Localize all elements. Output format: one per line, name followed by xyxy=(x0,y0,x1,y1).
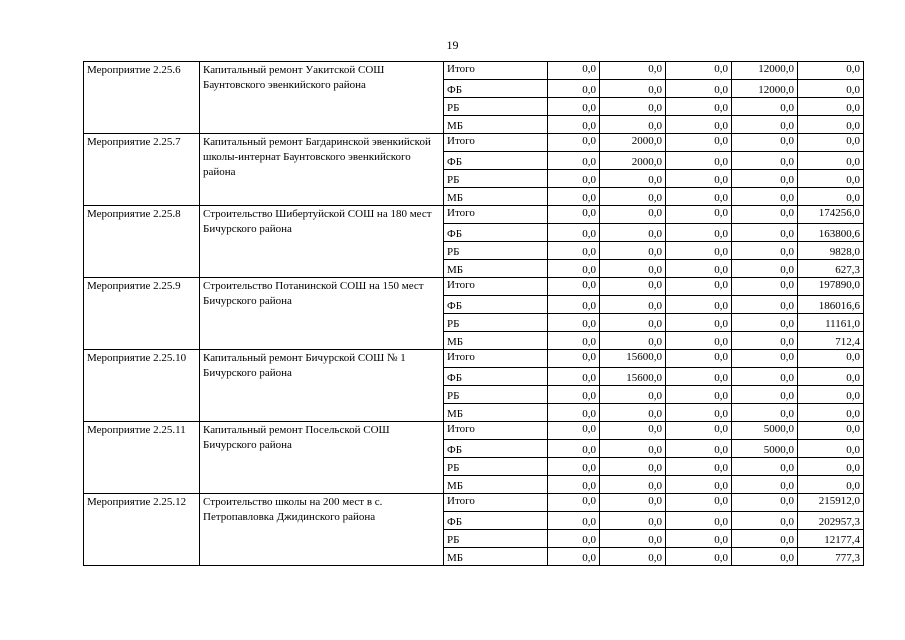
funding-value: 202957,3 xyxy=(798,512,864,530)
funding-value: 0,0 xyxy=(798,368,864,386)
funding-value: 0,0 xyxy=(548,278,600,296)
funding-value: 0,0 xyxy=(548,404,600,422)
funding-value: 0,0 xyxy=(732,368,798,386)
funding-value: 0,0 xyxy=(798,188,864,206)
funding-value: 0,0 xyxy=(666,152,732,170)
funding-value: 627,3 xyxy=(798,260,864,278)
table-row xyxy=(84,422,864,440)
funding-value: 712,4 xyxy=(798,332,864,350)
funding-value: 0,0 xyxy=(600,224,666,242)
funding-value: 0,0 xyxy=(600,314,666,332)
funding-source: МБ xyxy=(444,548,548,566)
funding-value: 0,0 xyxy=(732,476,798,494)
funding-source: Итого xyxy=(444,134,548,152)
funding-value: 0,0 xyxy=(548,98,600,116)
funding-value: 0,0 xyxy=(732,512,798,530)
funding-value: 2000,0 xyxy=(600,134,666,152)
funding-value: 0,0 xyxy=(666,404,732,422)
funding-value: 0,0 xyxy=(548,476,600,494)
table-body xyxy=(84,62,864,566)
funding-value: 0,0 xyxy=(600,296,666,314)
funding-value: 186016,6 xyxy=(798,296,864,314)
funding-source: ФБ xyxy=(444,80,548,98)
funding-value: 0,0 xyxy=(666,440,732,458)
measure-description: Строительство Потанинской СОШ на 150 мест Бичурского района xyxy=(200,278,444,350)
funding-value: 0,0 xyxy=(798,476,864,494)
funding-value: 0,0 xyxy=(600,170,666,188)
funding-value: 0,0 xyxy=(600,512,666,530)
funding-value: 0,0 xyxy=(798,134,864,152)
funding-value: 0,0 xyxy=(798,458,864,476)
funding-value: 0,0 xyxy=(600,242,666,260)
funding-source: РБ xyxy=(444,242,548,260)
measure-code: Мероприятие 2.25.12 xyxy=(84,494,200,566)
funding-value: 0,0 xyxy=(548,368,600,386)
funding-value: 0,0 xyxy=(600,98,666,116)
funding-value: 0,0 xyxy=(732,332,798,350)
funding-source: РБ xyxy=(444,314,548,332)
funding-value: 0,0 xyxy=(798,170,864,188)
funding-source: МБ xyxy=(444,260,548,278)
table-row xyxy=(84,206,864,224)
funding-value: 2000,0 xyxy=(600,152,666,170)
funding-value: 0,0 xyxy=(666,548,732,566)
measure-description: Капитальный ремонт Посельской СОШ Бичурского района xyxy=(200,422,444,494)
funding-value: 0,0 xyxy=(666,278,732,296)
measure-description: Капитальный ремонт Багдаринской эвенкийской школы-интернат Баунтовского эвенкийского района xyxy=(200,134,444,206)
funding-source: РБ xyxy=(444,530,548,548)
funding-value: 0,0 xyxy=(732,548,798,566)
funding-value: 0,0 xyxy=(548,62,600,80)
funding-value: 0,0 xyxy=(732,404,798,422)
funding-value: 0,0 xyxy=(600,422,666,440)
measure-code: Мероприятие 2.25.8 xyxy=(84,206,200,278)
funding-value: 163800,6 xyxy=(798,224,864,242)
funding-value: 0,0 xyxy=(732,134,798,152)
funding-value: 0,0 xyxy=(600,260,666,278)
funding-value: 0,0 xyxy=(666,368,732,386)
funding-value: 0,0 xyxy=(548,206,600,224)
funding-value: 0,0 xyxy=(600,278,666,296)
funding-source: МБ xyxy=(444,332,548,350)
funding-value: 0,0 xyxy=(798,98,864,116)
funding-value: 0,0 xyxy=(666,494,732,512)
funding-source: ФБ xyxy=(444,224,548,242)
funding-value: 174256,0 xyxy=(798,206,864,224)
funding-value: 0,0 xyxy=(798,386,864,404)
funding-source: РБ xyxy=(444,170,548,188)
funding-value: 0,0 xyxy=(548,494,600,512)
funding-value: 0,0 xyxy=(548,116,600,134)
funding-value: 0,0 xyxy=(600,548,666,566)
funding-value: 0,0 xyxy=(732,494,798,512)
funding-value: 0,0 xyxy=(600,332,666,350)
funding-value: 0,0 xyxy=(666,134,732,152)
measure-description: Строительство школы на 200 мест в с. Петропавловка Джидинского района xyxy=(200,494,444,566)
funding-source: ФБ xyxy=(444,512,548,530)
funding-value: 0,0 xyxy=(798,116,864,134)
funding-value: 0,0 xyxy=(732,278,798,296)
funding-source: МБ xyxy=(444,476,548,494)
page-number: 19 xyxy=(446,38,459,52)
funding-value: 0,0 xyxy=(548,458,600,476)
table-row xyxy=(84,134,864,152)
funding-value: 0,0 xyxy=(548,80,600,98)
funding-value: 0,0 xyxy=(666,170,732,188)
measure-description: Строительство Шибертуйской СОШ на 180 мест Бичурского района xyxy=(200,206,444,278)
funding-value: 0,0 xyxy=(548,260,600,278)
funding-source: МБ xyxy=(444,404,548,422)
table-row xyxy=(84,278,864,296)
funding-value: 0,0 xyxy=(548,170,600,188)
funding-value: 9828,0 xyxy=(798,242,864,260)
funding-source: Итого xyxy=(444,494,548,512)
funding-value: 0,0 xyxy=(732,206,798,224)
funding-value: 0,0 xyxy=(548,224,600,242)
funding-value: 0,0 xyxy=(798,80,864,98)
funding-value: 15600,0 xyxy=(600,368,666,386)
funding-value: 0,0 xyxy=(666,80,732,98)
funding-source: ФБ xyxy=(444,440,548,458)
funding-value: 0,0 xyxy=(732,116,798,134)
funding-value: 0,0 xyxy=(600,458,666,476)
funding-value: 0,0 xyxy=(732,458,798,476)
funding-value: 0,0 xyxy=(666,206,732,224)
funding-value: 12000,0 xyxy=(732,80,798,98)
funding-value: 0,0 xyxy=(548,188,600,206)
funding-value: 0,0 xyxy=(732,296,798,314)
funding-value: 0,0 xyxy=(798,404,864,422)
funding-value: 0,0 xyxy=(732,170,798,188)
funding-value: 0,0 xyxy=(666,116,732,134)
funding-source: МБ xyxy=(444,188,548,206)
measure-code: Мероприятие 2.25.7 xyxy=(84,134,200,206)
funding-value: 0,0 xyxy=(548,242,600,260)
funding-value: 0,0 xyxy=(798,422,864,440)
funding-value: 0,0 xyxy=(666,296,732,314)
funding-value: 0,0 xyxy=(666,224,732,242)
funding-source: ФБ xyxy=(444,296,548,314)
funding-value: 0,0 xyxy=(548,350,600,368)
funding-value: 0,0 xyxy=(666,242,732,260)
measure-description: Капитальный ремонт Уакитской СОШ Баунтовского эвенкийского района xyxy=(200,62,444,134)
funding-source: Итого xyxy=(444,206,548,224)
funding-value: 0,0 xyxy=(732,260,798,278)
funding-value: 215912,0 xyxy=(798,494,864,512)
funding-value: 11161,0 xyxy=(798,314,864,332)
table-row xyxy=(84,494,864,512)
funding-value: 0,0 xyxy=(666,98,732,116)
funding-value: 0,0 xyxy=(732,98,798,116)
funding-value: 0,0 xyxy=(798,440,864,458)
funding-value: 0,0 xyxy=(666,422,732,440)
funding-value: 0,0 xyxy=(732,386,798,404)
funding-source: РБ xyxy=(444,98,548,116)
funding-value: 0,0 xyxy=(548,422,600,440)
funding-value: 12000,0 xyxy=(732,62,798,80)
funding-value: 0,0 xyxy=(548,530,600,548)
funding-value: 0,0 xyxy=(548,332,600,350)
funding-value: 197890,0 xyxy=(798,278,864,296)
funding-value: 0,0 xyxy=(732,242,798,260)
table-row xyxy=(84,62,864,80)
funding-source: РБ xyxy=(444,386,548,404)
funding-value: 0,0 xyxy=(600,116,666,134)
funding-value: 0,0 xyxy=(798,350,864,368)
funding-value: 0,0 xyxy=(666,476,732,494)
funding-value: 0,0 xyxy=(798,152,864,170)
measure-code: Мероприятие 2.25.6 xyxy=(84,62,200,134)
funding-value: 0,0 xyxy=(732,530,798,548)
funding-value: 0,0 xyxy=(666,332,732,350)
measure-code: Мероприятие 2.25.10 xyxy=(84,350,200,422)
funding-value: 0,0 xyxy=(548,134,600,152)
funding-source: Итого xyxy=(444,350,548,368)
funding-source: Итого xyxy=(444,422,548,440)
funding-value: 0,0 xyxy=(666,260,732,278)
funding-value: 0,0 xyxy=(600,404,666,422)
funding-value: 0,0 xyxy=(666,530,732,548)
funding-value: 0,0 xyxy=(666,188,732,206)
funding-value: 0,0 xyxy=(600,476,666,494)
funding-value: 5000,0 xyxy=(732,422,798,440)
funding-value: 0,0 xyxy=(600,206,666,224)
funding-value: 5000,0 xyxy=(732,440,798,458)
funding-value: 0,0 xyxy=(548,296,600,314)
table-row xyxy=(84,350,864,368)
funding-source: ФБ xyxy=(444,368,548,386)
funding-value: 0,0 xyxy=(732,188,798,206)
funding-value: 0,0 xyxy=(666,458,732,476)
funding-value: 0,0 xyxy=(548,548,600,566)
funding-value: 0,0 xyxy=(732,350,798,368)
funding-value: 15600,0 xyxy=(600,350,666,368)
funding-source: Итого xyxy=(444,62,548,80)
funding-value: 0,0 xyxy=(548,440,600,458)
funding-value: 0,0 xyxy=(600,494,666,512)
funding-value: 0,0 xyxy=(666,386,732,404)
funding-value: 0,0 xyxy=(666,512,732,530)
funding-source: Итого xyxy=(444,278,548,296)
funding-value: 12177,4 xyxy=(798,530,864,548)
funding-table xyxy=(83,61,864,566)
funding-value: 0,0 xyxy=(548,314,600,332)
measure-code: Мероприятие 2.25.11 xyxy=(84,422,200,494)
funding-value: 0,0 xyxy=(600,386,666,404)
funding-source: РБ xyxy=(444,458,548,476)
funding-value: 0,0 xyxy=(732,314,798,332)
funding-value: 0,0 xyxy=(600,62,666,80)
funding-value: 0,0 xyxy=(798,62,864,80)
funding-value: 0,0 xyxy=(666,314,732,332)
funding-source: ФБ xyxy=(444,152,548,170)
funding-value: 0,0 xyxy=(666,62,732,80)
funding-value: 0,0 xyxy=(548,386,600,404)
funding-value: 0,0 xyxy=(548,152,600,170)
funding-value: 0,0 xyxy=(600,188,666,206)
funding-value: 0,0 xyxy=(600,530,666,548)
funding-value: 0,0 xyxy=(600,440,666,458)
funding-value: 0,0 xyxy=(548,512,600,530)
measure-code: Мероприятие 2.25.9 xyxy=(84,278,200,350)
funding-value: 0,0 xyxy=(732,152,798,170)
funding-value: 777,3 xyxy=(798,548,864,566)
measure-description: Капитальный ремонт Бичурской СОШ № 1 Бичурского района xyxy=(200,350,444,422)
funding-value: 0,0 xyxy=(600,80,666,98)
funding-source: МБ xyxy=(444,116,548,134)
funding-value: 0,0 xyxy=(666,350,732,368)
funding-value: 0,0 xyxy=(732,224,798,242)
